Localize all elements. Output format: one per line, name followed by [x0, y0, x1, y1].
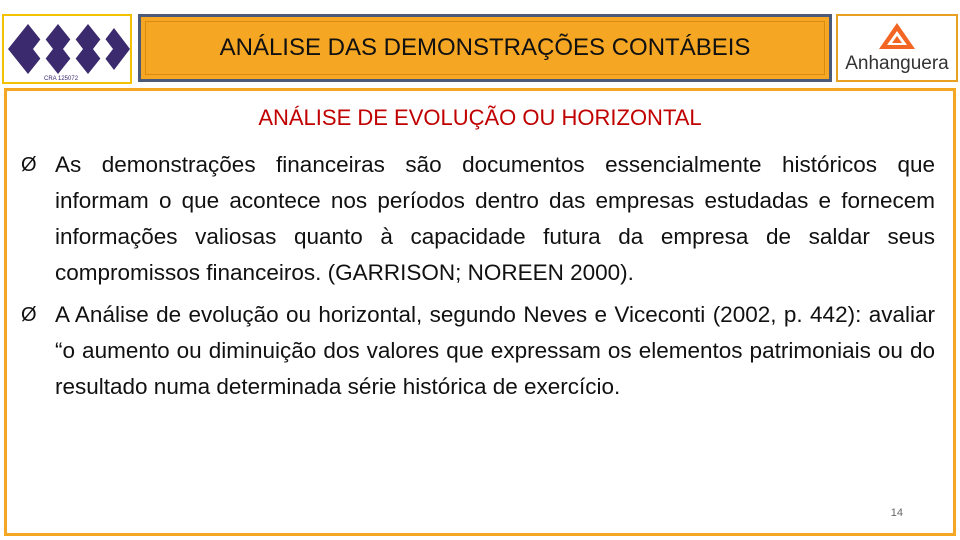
- list-item: [21, 297, 935, 405]
- bullet-text: As demonstrações financeiras são documentos essencialmente históricos que informam o que acontece nos períodos dentro das empresas estudadas e fornecem informações valiosas quanto à capacidade futura da empresa de saldar seus compromissos financeiros. (GARRISON; NOREEN 2000).: [55, 152, 935, 285]
- triangle-logo-icon: [877, 21, 917, 51]
- anhanguera-logo-text: Anhanguera: [845, 53, 949, 74]
- list-item: [21, 147, 935, 291]
- diamond-pattern-logo-icon: [4, 16, 130, 82]
- logo-bottom-text: CRA 125072: [44, 76, 79, 82]
- section-subtitle: ANÁLISE DE EVOLUÇÃO OU HORIZONTAL: [258, 105, 702, 130]
- professor-logo: [2, 14, 132, 84]
- page-title: ANÁLISE DAS DEMONSTRAÇÕES CONTÁBEIS: [219, 34, 751, 61]
- content-panel: [4, 88, 956, 536]
- bullet-list: [21, 147, 935, 411]
- bullet-text: A Análise de evolução ou horizontal, segundo Neves e Viceconti (2002, p. 442): avaliar “o aumento ou diminuição dos valores que expressam os elementos patrimoniais ou do resultado numa determinada série histórica de exercício.: [55, 302, 935, 399]
- arrow-bullet-icon: Ø: [21, 304, 37, 326]
- logo-top-text: Prof. Sisino Sira: [64, 19, 115, 26]
- page-number: 14: [890, 507, 903, 519]
- arrow-bullet-icon: Ø: [21, 154, 37, 176]
- title-banner: [138, 14, 832, 82]
- anhanguera-logo: [836, 14, 958, 82]
